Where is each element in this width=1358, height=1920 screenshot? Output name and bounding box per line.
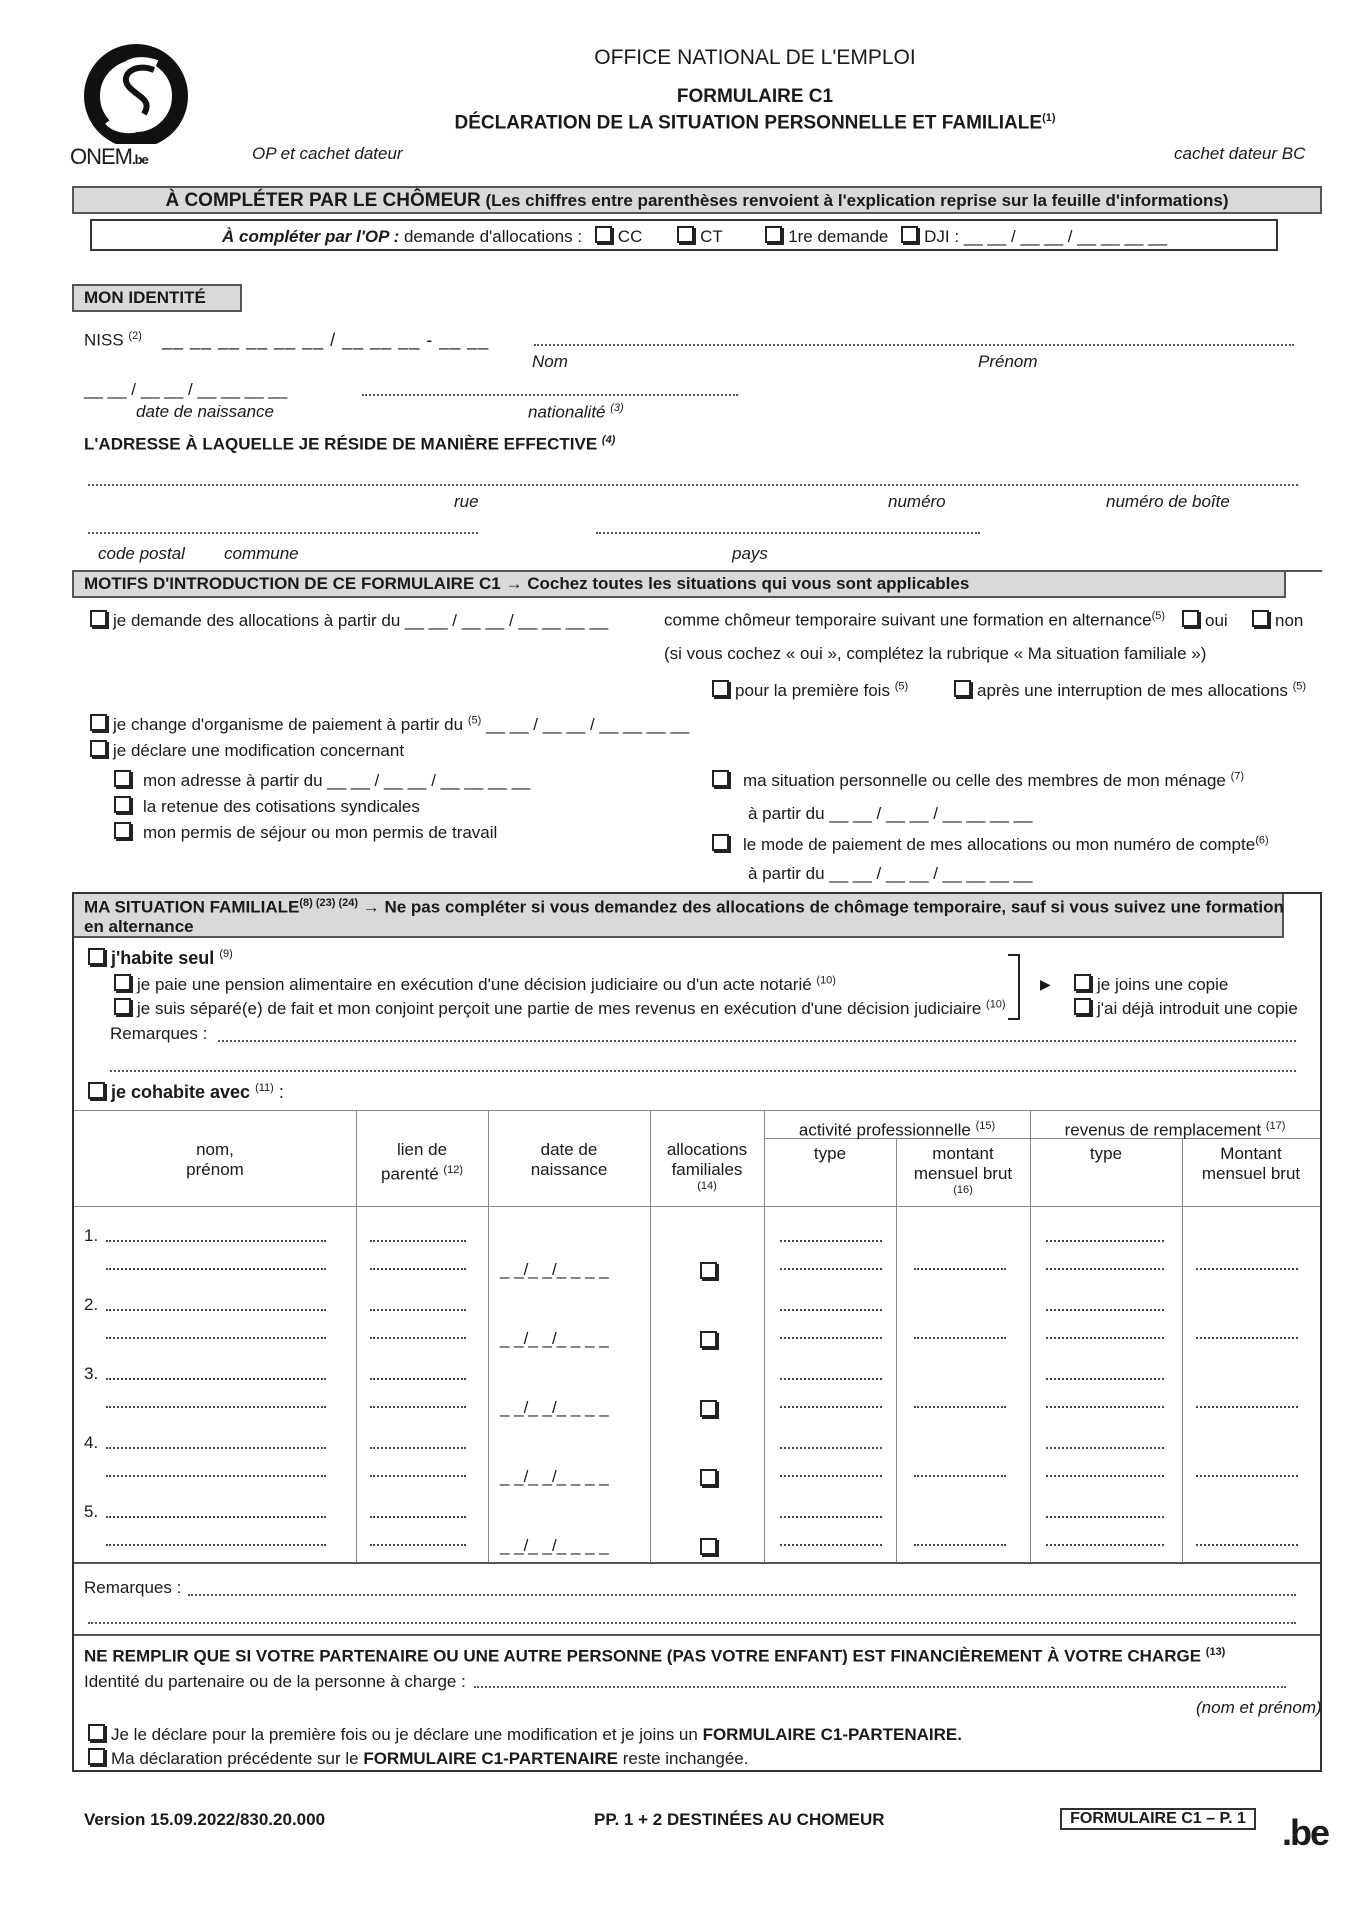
family-title-line2: en alternance	[84, 917, 194, 936]
nationality-line[interactable]	[362, 394, 738, 396]
modification-option[interactable]: je déclare une modification concernant	[90, 740, 404, 761]
joins-checkbox[interactable]	[1074, 974, 1091, 991]
interruption-checkbox[interactable]	[954, 680, 971, 697]
table-cell-field[interactable]	[780, 1516, 882, 1518]
table-cell-field[interactable]	[106, 1475, 326, 1477]
premiere-option[interactable]: pour la première fois $^{(5)}$	[712, 680, 908, 701]
niss-field[interactable]: __ __ __ __ __ __ / __ __ __ - __ __	[162, 330, 490, 350]
partner-opt2[interactable]: Ma déclaration précédente sur le FORMULAIRE C1-PARTENAIRE reste inchangée.	[88, 1748, 748, 1769]
remarques-line1[interactable]	[218, 1040, 1296, 1042]
temporaire-text: comme chômeur temporaire suivant une formation en alternance$^{(5)}$	[664, 610, 1166, 630]
th-activite: activité professionnelle $^{(15)}$	[798, 1120, 996, 1140]
table-cell-field[interactable]	[780, 1475, 882, 1477]
paiement-option[interactable]: le mode de paiement de mes allocations ou mon numéro de compte$^{(6)}$	[712, 834, 1269, 855]
table-cell-field[interactable]	[370, 1268, 466, 1270]
office-name: OFFICE NATIONAL DE L'EMPLOI	[594, 46, 916, 69]
cc-checkbox[interactable]	[595, 226, 612, 243]
table-cell-field[interactable]	[914, 1544, 1006, 1546]
table-cell-field[interactable]	[780, 1447, 882, 1449]
deja-option[interactable]: j'ai déjà introduit une copie	[1074, 998, 1298, 1019]
partner-nom-prenom: (nom et prénom)	[1196, 1698, 1322, 1717]
be-logo: .be	[1282, 1812, 1329, 1853]
code-postal-label: code postal	[98, 544, 185, 563]
table-cell-field[interactable]	[1046, 1516, 1164, 1518]
table-cell-field[interactable]	[370, 1378, 466, 1380]
table-cell-field[interactable]	[1046, 1378, 1164, 1380]
alloc-checkbox[interactable]	[700, 1262, 717, 1279]
situation-date[interactable]: à partir du __ __ / __ __ / __ __ __ __	[748, 804, 1033, 823]
nom-prenom-line[interactable]	[534, 344, 1294, 346]
table-row-number: 2.	[84, 1295, 99, 1314]
onem-swirl-icon	[76, 44, 196, 144]
first-demand-checkbox[interactable]	[765, 226, 782, 243]
alloc-checkbox[interactable]	[700, 1331, 717, 1348]
table-row-number: 3.	[84, 1364, 99, 1383]
table-cell-field[interactable]	[106, 1309, 326, 1311]
th-alloc: allocations familiales (14)	[666, 1140, 748, 1192]
remarques-label: Remarques :	[110, 1024, 208, 1043]
table-date-field[interactable]: _ _/_ _/_ _ _ _	[500, 1467, 609, 1486]
prenom-label: Prénom	[978, 352, 1038, 371]
oui-option[interactable]: oui	[1182, 610, 1228, 631]
table-cell-field[interactable]	[1196, 1406, 1298, 1408]
table-row-number: 1.	[84, 1226, 99, 1245]
numero-label: numéro	[888, 492, 946, 511]
arrow-right-icon: ▶	[1040, 976, 1051, 992]
table-date-field[interactable]: _ _/_ _/_ _ _ _	[500, 1329, 609, 1348]
table-cell-field[interactable]	[106, 1544, 326, 1546]
th-type-activite: type	[813, 1144, 847, 1163]
paiement-date[interactable]: à partir du __ __ / __ __ / __ __ __ __	[748, 864, 1033, 883]
partner-identity-line[interactable]	[474, 1686, 1286, 1688]
table-date-field[interactable]: _ _/_ _/_ _ _ _	[500, 1398, 609, 1417]
logo-text: ONEM	[70, 144, 132, 169]
table-cell-field[interactable]	[370, 1447, 466, 1449]
th-lien: lien de parenté $^{(12)}$	[381, 1140, 463, 1184]
pension-option[interactable]: je paie une pension alimentaire en exécution d'une décision judiciaire ou d'un acte notarié $^{(10)}$	[114, 974, 836, 995]
table-cell-field[interactable]	[370, 1240, 466, 1242]
table-cell-field[interactable]	[1046, 1240, 1164, 1242]
table-date-field[interactable]: _ _/_ _/_ _ _ _	[500, 1536, 609, 1555]
oui-hint: (si vous cochez « oui », complétez la rubrique « Ma situation familiale »)	[664, 644, 1207, 663]
table-cell-field[interactable]	[106, 1378, 326, 1380]
table-cell-field[interactable]	[370, 1516, 466, 1518]
partner-opt2-checkbox[interactable]	[88, 1748, 105, 1765]
pages-label: PP. 1 + 2 DESTINÉES AU CHOMEUR	[594, 1810, 885, 1829]
table-cell-field[interactable]	[106, 1447, 326, 1449]
partner-opt1-checkbox[interactable]	[88, 1724, 105, 1741]
bracket	[1008, 954, 1020, 1020]
table-cell-field[interactable]	[780, 1544, 882, 1546]
table-cell-field[interactable]	[914, 1475, 1006, 1477]
table-cell-field[interactable]	[1046, 1337, 1164, 1339]
motifs-section-bar: MOTIFS D'INTRODUCTION DE CE FORMULAIRE C1 → Cochez toutes les situations qui vous sont applicables	[72, 570, 1286, 598]
table-cell-field[interactable]	[914, 1268, 1006, 1270]
address-line[interactable]	[88, 484, 1298, 486]
non-option[interactable]: non	[1252, 610, 1303, 631]
table-cell-field[interactable]	[1046, 1406, 1164, 1408]
separe-option[interactable]: je suis séparé(e) de fait et mon conjoint perçoit une partie de mes revenus en exécution d'une décision judiciaire $^{(10)}$	[114, 998, 1006, 1019]
change-checkbox[interactable]	[90, 714, 107, 731]
table-cell-field[interactable]	[1196, 1475, 1298, 1477]
table-cell-field[interactable]	[370, 1406, 466, 1408]
table-cell-field[interactable]	[106, 1337, 326, 1339]
table-cell-field[interactable]	[106, 1406, 326, 1408]
table-cell-field[interactable]	[106, 1268, 326, 1270]
form-title: FORMULAIRE C1	[676, 86, 834, 107]
alloc-checkbox[interactable]	[700, 1538, 717, 1555]
table-row-number: 5.	[84, 1502, 99, 1521]
th-revenus: revenus de remplacement $^{(17)}$	[1064, 1120, 1286, 1140]
joins-option[interactable]: je joins une copie	[1074, 974, 1228, 995]
table-cell-field[interactable]	[780, 1378, 882, 1380]
situation-checkbox[interactable]	[712, 770, 729, 787]
change-option[interactable]: je change d'organisme de paiement à partir du $^{(5)}$ __ __ / __ __ / __ __ __ __	[90, 714, 689, 735]
table-cell-field[interactable]	[1046, 1309, 1164, 1311]
table-cell-field[interactable]	[1046, 1544, 1164, 1546]
modification-checkbox[interactable]	[90, 740, 107, 757]
completer-section-bar: À COMPLÉTER PAR LE CHÔMEUR (Les chiffres entre parenthèses renvoient à l'explication reprise sur la feuille d'informations)	[72, 186, 1322, 214]
table-cell-field[interactable]	[1196, 1544, 1298, 1546]
table-cell-field[interactable]	[780, 1406, 882, 1408]
form-ref-box: FORMULAIRE C1 – P. 1	[1060, 1808, 1256, 1830]
th-nom: nom, prénom	[186, 1140, 244, 1179]
table-cell-field[interactable]	[914, 1406, 1006, 1408]
interruption-option[interactable]: après une interruption de mes allocations $^{(5)}$	[954, 680, 1306, 701]
nom-label: Nom	[532, 352, 568, 371]
remarques2-line1[interactable]	[188, 1594, 1296, 1596]
op-stamp-label: OP et cachet dateur	[252, 144, 403, 163]
adresse-checkbox[interactable]	[114, 770, 131, 787]
situation-option[interactable]: ma situation personnelle ou celle des membres de mon ménage $^{(7)}$	[712, 770, 1244, 791]
separe-checkbox[interactable]	[114, 998, 131, 1015]
table-cell-field[interactable]	[370, 1309, 466, 1311]
version-label: Version 15.09.2022/830.20.000	[84, 1810, 326, 1829]
dob-label: date de naissance	[136, 402, 274, 421]
postal-line[interactable]	[88, 532, 478, 534]
dob-field[interactable]: __ __ / __ __ / __ __ __ __	[84, 380, 288, 399]
seul-checkbox[interactable]	[88, 948, 105, 965]
table-cell-field[interactable]	[780, 1337, 882, 1339]
logo-suffix: .be	[132, 152, 148, 167]
retenue-checkbox[interactable]	[114, 796, 131, 813]
permis-option[interactable]: mon permis de séjour ou mon permis de travail	[114, 822, 497, 843]
cohabite-checkbox[interactable]	[88, 1082, 105, 1099]
demande-checkbox[interactable]	[90, 610, 107, 627]
alloc-checkbox[interactable]	[700, 1400, 717, 1417]
oui-checkbox[interactable]	[1182, 610, 1199, 627]
premiere-checkbox[interactable]	[712, 680, 729, 697]
table-cell-field[interactable]	[914, 1337, 1006, 1339]
deja-checkbox[interactable]	[1074, 998, 1091, 1015]
th-montant-revenus: Montant mensuel brut	[1201, 1144, 1301, 1183]
table-cell-field[interactable]	[780, 1240, 882, 1242]
table-cell-field[interactable]	[1046, 1475, 1164, 1477]
ct-checkbox[interactable]	[677, 226, 694, 243]
boite-label: numéro de boîte	[1106, 492, 1230, 511]
table-date-field[interactable]: _ _/_ _/_ _ _ _	[500, 1260, 609, 1279]
table-cell-field[interactable]	[1196, 1337, 1298, 1339]
paiement-checkbox[interactable]	[712, 834, 729, 851]
seul-option[interactable]: j'habite seul $^{(9)}$	[88, 948, 233, 969]
retenue-option[interactable]: la retenue des cotisations syndicales	[114, 796, 420, 817]
th-type-revenus: type	[1089, 1144, 1123, 1163]
table-cell-field[interactable]	[370, 1337, 466, 1339]
demande-option[interactable]: je demande des allocations à partir du __ __ / __ __ / __ __ __ __	[90, 610, 608, 631]
nationality-label: nationalité $^{(3)}$	[528, 402, 624, 422]
table-row-number: 4.	[84, 1433, 99, 1452]
address-title: L'ADRESSE À LAQUELLE JE RÉSIDE DE MANIÈRE EFFECTIVE $^{(4)}$	[84, 434, 616, 454]
table-cell-field[interactable]	[106, 1516, 326, 1518]
dji-checkbox[interactable]	[901, 226, 918, 243]
partner-opt1[interactable]: Je le déclare pour la première fois ou je déclare une modification et je joins un FORMULAIRE C1-PARTENAIRE.	[88, 1724, 962, 1745]
non-checkbox[interactable]	[1252, 610, 1269, 627]
table-cell-field[interactable]	[370, 1475, 466, 1477]
partner-title: NE REMPLIR QUE SI VOTRE PARTENAIRE OU UNE AUTRE PERSONNE (PAS VOTRE ENFANT) EST FINANCIÈREMENT À VOTRE CHARGE $^{(13)}$	[84, 1646, 1226, 1666]
form-subtitle: DÉCLARATION DE LA SITUATION PERSONNELLE ET FAMILIALE$^{(1)}$	[454, 112, 1056, 134]
remarques-line2[interactable]	[110, 1070, 1296, 1072]
th-date: date de naissance	[530, 1140, 608, 1179]
table-cell-field[interactable]	[106, 1240, 326, 1242]
niss-label: NISS $^{(2)}$	[84, 330, 142, 350]
identity-section-bar: MON IDENTITÉ	[72, 284, 242, 312]
th-montant-activite: montant mensuel brut (16)	[913, 1144, 1013, 1196]
op-line: À compléter par l'OP : demande d'allocations : CC CT 1re demande DJI : __ __ / __ __ / __ __ __ __	[222, 227, 1168, 246]
pays-label: pays	[732, 544, 768, 563]
adresse-option[interactable]: mon adresse à partir du __ __ / __ __ / __ __ __ __	[114, 770, 531, 791]
family-title: MA SITUATION $FAMILIALE^{(8) (23) (24)} \to Ne$ pas compléter si vous demandez des allocations de chômage temporaire, sauf si vous suivez une formation	[84, 897, 1284, 917]
table-cell-field[interactable]	[1046, 1447, 1164, 1449]
onem-logo	[70, 44, 210, 169]
bc-stamp-label: cachet dateur BC	[1174, 144, 1306, 163]
table-cell-field[interactable]	[370, 1544, 466, 1546]
rue-label: rue	[454, 492, 479, 511]
partner-identity-label: Identité du partenaire ou de la personne à charge :	[84, 1672, 466, 1691]
pension-checkbox[interactable]	[114, 974, 131, 991]
remarques2-label: Remarques :	[84, 1578, 182, 1597]
table-cell-field[interactable]	[780, 1268, 882, 1270]
table-cell-field[interactable]	[1046, 1268, 1164, 1270]
table-cell-field[interactable]	[1196, 1268, 1298, 1270]
alloc-checkbox[interactable]	[700, 1469, 717, 1486]
commune-label: commune	[224, 544, 299, 563]
pays-line[interactable]	[596, 532, 980, 534]
table-cell-field[interactable]	[780, 1309, 882, 1311]
cohabite-option[interactable]: je cohabite avec $^{(11)}$ :	[88, 1082, 284, 1103]
permis-checkbox[interactable]	[114, 822, 131, 839]
remarques2-line2[interactable]	[88, 1622, 1296, 1624]
